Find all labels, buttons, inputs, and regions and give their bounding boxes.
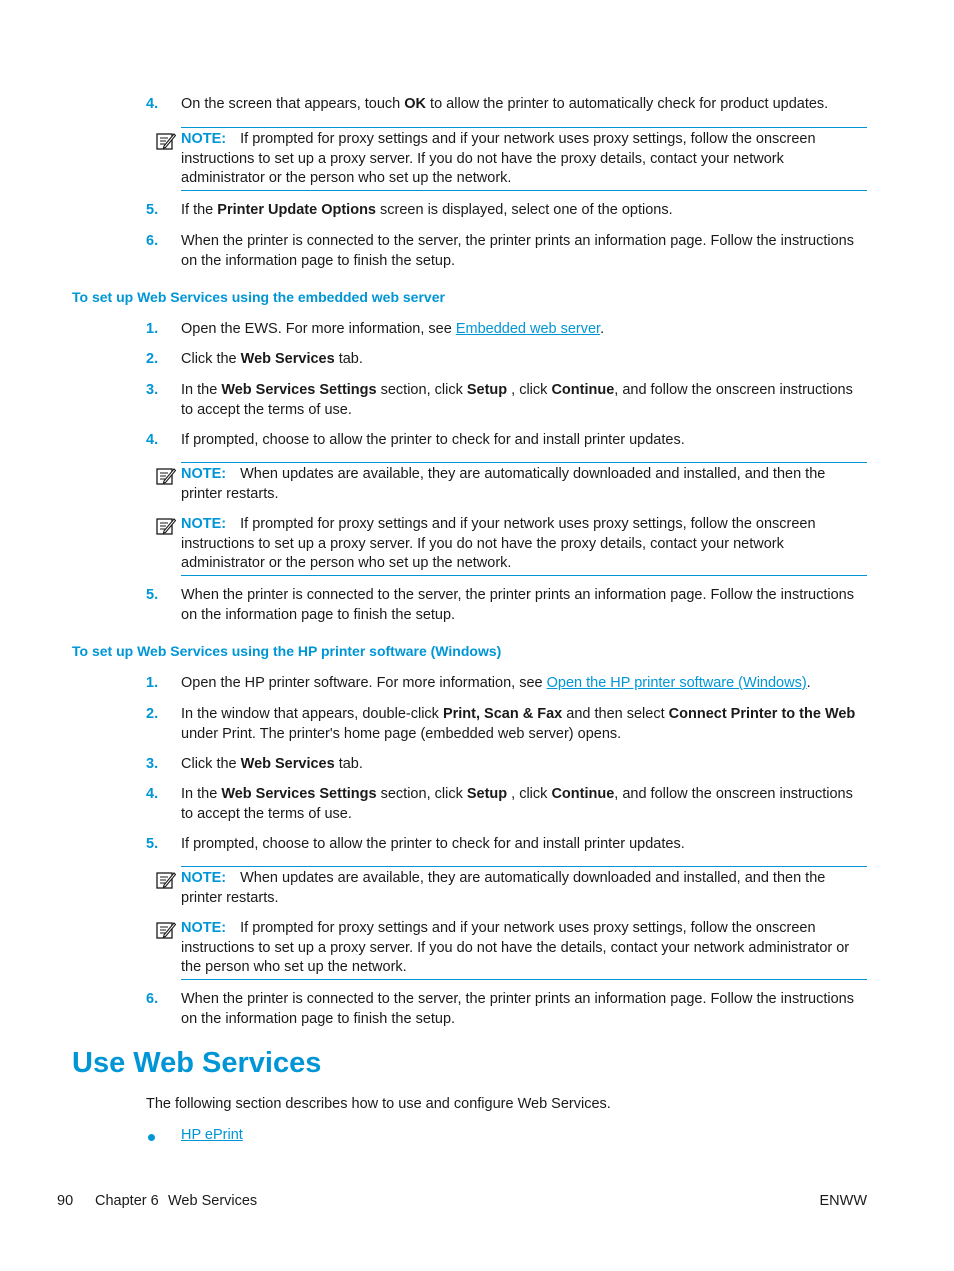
- note-rule-bottom: [181, 190, 867, 191]
- footer-brand: ENWW: [819, 1193, 867, 1209]
- note-text: If prompted for proxy settings and if your network uses proxy settings, follow the onscreen instructions to set up a proxy server. If you do not have the proxy details, contact your network administrator or the person who set up the network.: [181, 516, 816, 571]
- step-number: 6.: [146, 991, 159, 1007]
- note-label: NOTE:: [181, 466, 227, 482]
- step-number: 2.: [146, 706, 159, 722]
- step-text: Click the Web Services tab.: [181, 351, 363, 367]
- note-label: NOTE:: [181, 131, 227, 147]
- open-hp-printer-software-link[interactable]: Open the HP printer software (Windows): [546, 675, 807, 691]
- footer-chapter: Chapter 6: [95, 1193, 159, 1209]
- step-number: 1.: [146, 321, 159, 337]
- note-label: NOTE:: [181, 870, 227, 886]
- step-text: When the printer is connected to the server, the printer prints an information page. Follow the instructions on the information page to finish the setup.: [181, 991, 854, 1027]
- step-text: When the printer is connected to the server, the printer prints an information page. Follow the instructions on the information page to finish the setup.: [181, 233, 854, 269]
- step-text: In the Web Services Settings section, click Setup , click Continue, and follow the onscreen instructions to accept the terms of use.: [181, 786, 853, 822]
- step-text: If prompted, choose to allow the printer to check for and install printer updates.: [181, 836, 685, 852]
- footer-chapter-title: Web Services: [168, 1193, 258, 1209]
- hp-eprint-link[interactable]: HP ePrint: [181, 1127, 243, 1143]
- step-text: In the Web Services Settings section, click Setup , click Continue, and follow the onscreen instructions to accept the terms of use.: [181, 382, 853, 418]
- note-rule-bottom: [181, 979, 867, 980]
- step-text: Click the Web Services tab.: [181, 756, 363, 772]
- step-number: 6.: [146, 233, 159, 249]
- intro-paragraph: The following section describes how to use and configure Web Services.: [146, 1096, 611, 1112]
- subheading-ews: To set up Web Services using the embedded web server: [72, 289, 445, 305]
- note-pencil-icon: [156, 871, 176, 889]
- embedded-web-server-link[interactable]: Embedded web server: [455, 321, 601, 337]
- note-label: NOTE:: [181, 920, 227, 936]
- note-pencil-icon: [156, 132, 176, 150]
- step-number: 4.: [146, 432, 159, 448]
- note-text: If prompted for proxy settings and if your network uses proxy settings, follow the onscreen instructions to set up a proxy server. If you do not have the proxy details, contact your network administrator or the person who set up the network.: [181, 131, 816, 186]
- note-pencil-icon: [156, 921, 176, 939]
- step-text: If prompted, choose to allow the printer to check for and install printer updates.: [181, 432, 685, 448]
- step-text: Open the HP printer software. For more information, see Open the HP printer software (Windows).: [181, 675, 811, 691]
- step-text: Open the EWS. For more information, see Embedded web server.: [181, 321, 605, 337]
- step-number: 4.: [146, 786, 159, 802]
- note-text: If prompted for proxy settings and if your network uses proxy settings, follow the onscreen instructions to set up a proxy server. If you do not have the details, contact your network administrator or the person who set up the network.: [181, 920, 850, 975]
- step-text: If the Printer Update Options screen is displayed, select one of the options.: [181, 202, 673, 218]
- step-number: 5.: [146, 202, 159, 218]
- note-pencil-icon: [156, 467, 176, 485]
- bullet-dot: [148, 1134, 155, 1141]
- subheading-windows: To set up Web Services using the HP printer software (Windows): [72, 643, 502, 659]
- step-number: 5.: [146, 587, 159, 603]
- step-text: When the printer is connected to the server, the printer prints an information page. Follow the instructions on the information page to finish the setup.: [181, 587, 854, 623]
- step-text: On the screen that appears, touch OK to allow the printer to automatically check for product updates.: [181, 96, 829, 112]
- step-number: 2.: [146, 351, 159, 367]
- note-text: When updates are available, they are automatically downloaded and installed, and then the printer restarts.: [181, 466, 826, 502]
- note-text: When updates are available, they are automatically downloaded and installed, and then the printer restarts.: [181, 870, 826, 906]
- note-rule-top: [181, 127, 867, 128]
- step-number: 4.: [146, 96, 159, 112]
- step-number: 5.: [146, 836, 159, 852]
- step-number: 3.: [146, 756, 159, 772]
- step-number: 1.: [146, 675, 159, 691]
- note-pencil-icon: [156, 517, 176, 535]
- note-rule-top: [181, 462, 867, 463]
- note-label: NOTE:: [181, 516, 227, 532]
- step-number: 3.: [146, 382, 159, 398]
- section-title: Use Web Services: [72, 1047, 322, 1079]
- step-text: In the window that appears, double-click Print, Scan & Fax and then select Connect Printer to the Web under Print. The printer's home page (embedded web server) opens.: [181, 706, 856, 742]
- page-number: 90: [57, 1193, 74, 1209]
- note-rule-top: [181, 866, 867, 867]
- note-rule-bottom: [181, 575, 867, 576]
